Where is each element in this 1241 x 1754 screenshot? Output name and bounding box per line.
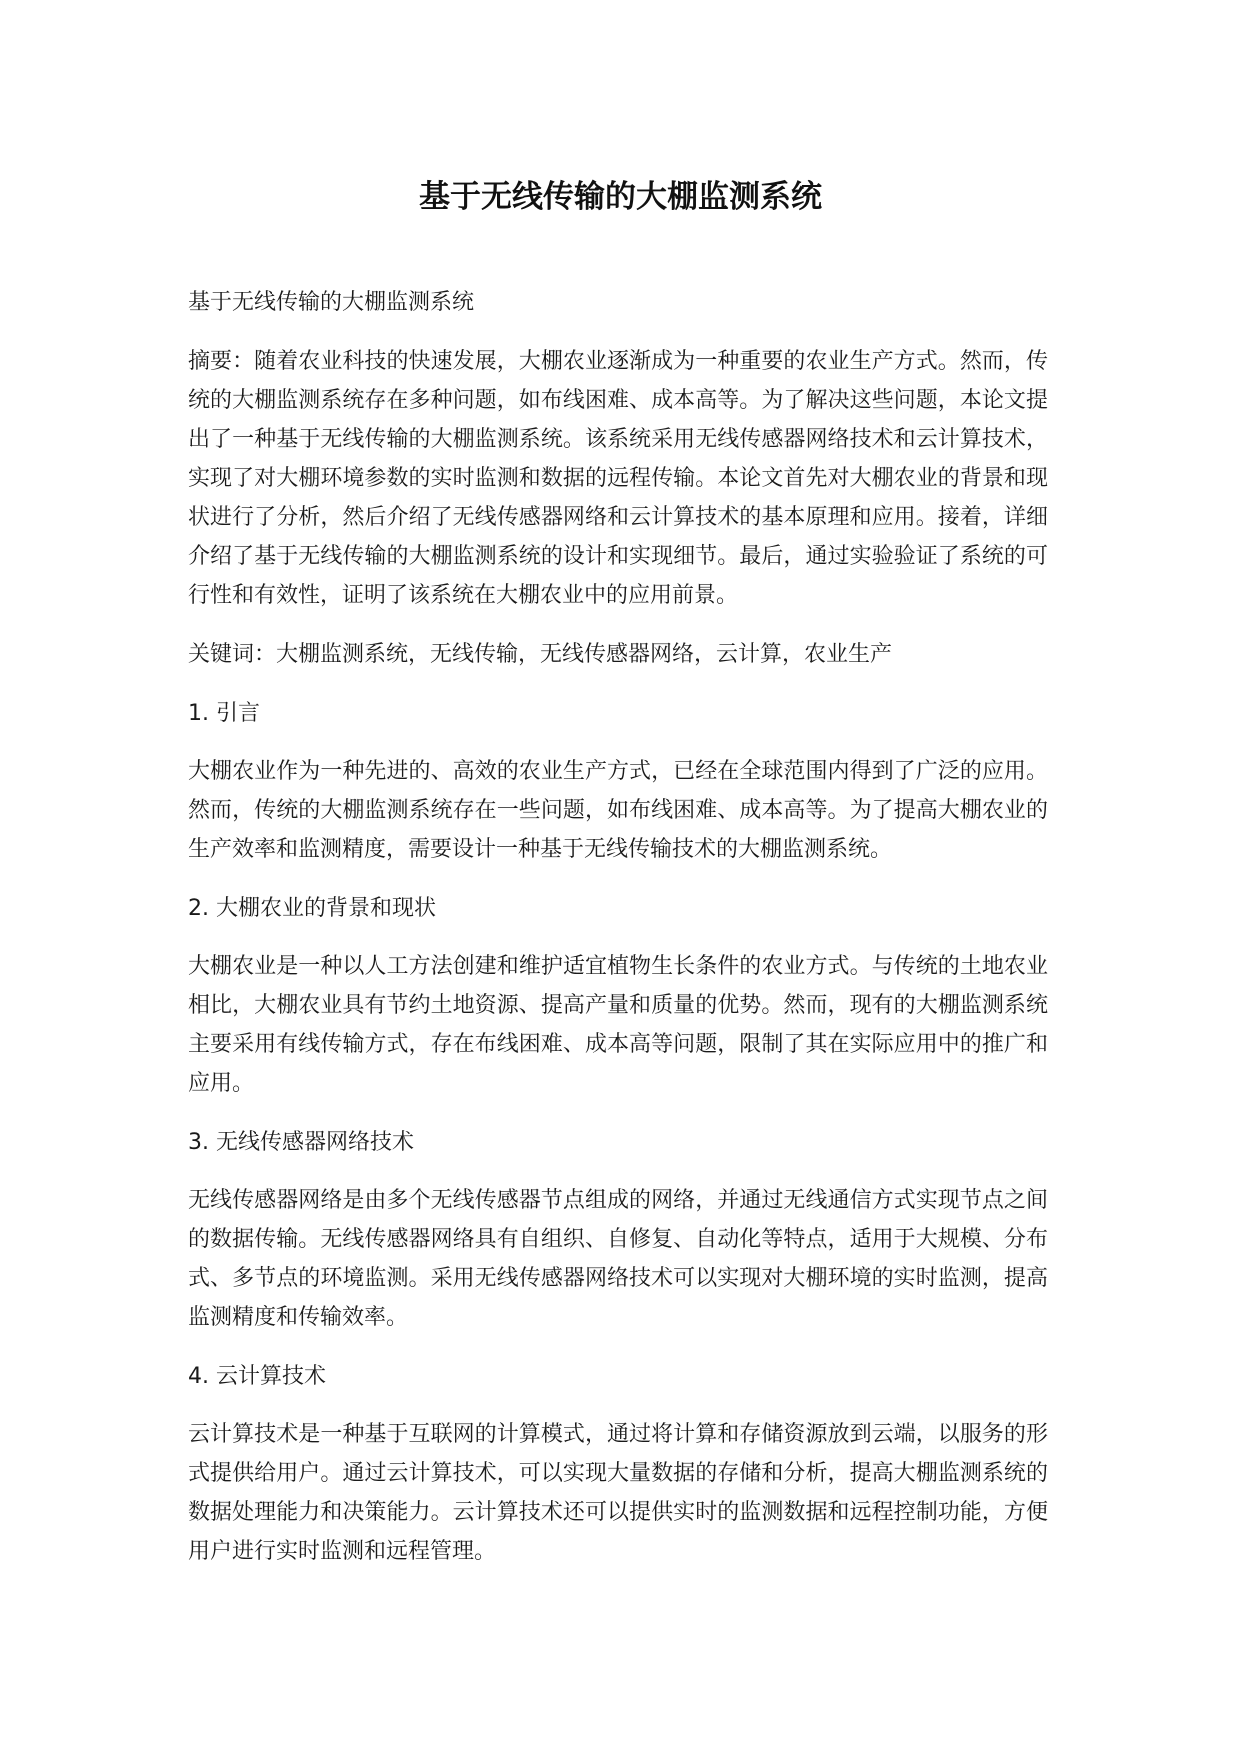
document-subtitle: 基于无线传输的大棚监测系统 (188, 290, 475, 315)
section-heading-cloud: 4. 云计算技术 (188, 1364, 326, 1389)
section-heading-wsn: 3. 无线传感器网络技术 (188, 1130, 414, 1155)
section-heading-introduction: 1. 引言 (188, 701, 260, 726)
section-heading-background: 2. 大棚农业的背景和现状 (188, 896, 436, 921)
section-text-cloud: 云计算技术是一种基于互联网的计算模式，通过将计算和存储资源放到云端，以服务的形式提供给用户。通过云计算技术，可以实现大量数据的存储和分析，提高大棚监测系统的数据处理能力和决策能力。云计算技术还可以提供实时的监测数据和远程控制功能，方便用户进行实时监测和远程管理。 (188, 1422, 1048, 1564)
section-text-wsn: 无线传感器网络是由多个无线传感器节点组成的网络，并通过无线通信方式实现节点之间的数据传输。无线传感器网络具有自组织、自修复、自动化等特点，适用于大规模、分布式、多节点的环境监测。采用无线传感器网络技术可以实现对大棚环境的实时监测，提高监测精度和传输效率。 (188, 1188, 1048, 1330)
section-text-introduction: 大棚农业作为一种先进的、高效的农业生产方式，已经在全球范围内得到了广泛的应用。然而，传统的大棚监测系统存在一些问题，如布线困难、成本高等。为了提高大棚农业的生产效率和监测精度，需要设计一种基于无线传输技术的大棚监测系统。 (188, 759, 1048, 862)
abstract-paragraph: 摘要：随着农业科技的快速发展，大棚农业逐渐成为一种重要的农业生产方式。然而，传统的大棚监测系统存在多种问题，如布线困难、成本高等。为了解决这些问题，本论文提出了一种基于无线传输的大棚监测系统。该系统采用无线传感器网络技术和云计算技术，实现了对大棚环境参数的实时监测和数据的远程传输。本论文首先对大棚农业的背景和现状进行了分析，然后介绍了无线传感器网络和云计算技术的基本原理和应用。接着，详细介绍了基于无线传输的大棚监测系统的设计和实现细节。最后，通过实验验证了系统的可行性和有效性，证明了该系统在大棚农业中的应用前景。 (188, 349, 1048, 608)
keywords-paragraph: 关键词：大棚监测系统，无线传输，无线传感器网络，云计算，农业生产 (188, 642, 893, 667)
document-body (188, 283, 1048, 1591)
document-title: 基于无线传输的大棚监测系统 (419, 179, 822, 215)
section-text-background: 大棚农业是一种以人工方法创建和维护适宜植物生长条件的农业方式。与传统的土地农业相比，大棚农业具有节约土地资源、提高产量和质量的优势。然而，现有的大棚监测系统主要采用有线传输方式，存在布线困难、成本高等问题，限制了其在实际应用中的推广和应用。 (188, 954, 1048, 1096)
